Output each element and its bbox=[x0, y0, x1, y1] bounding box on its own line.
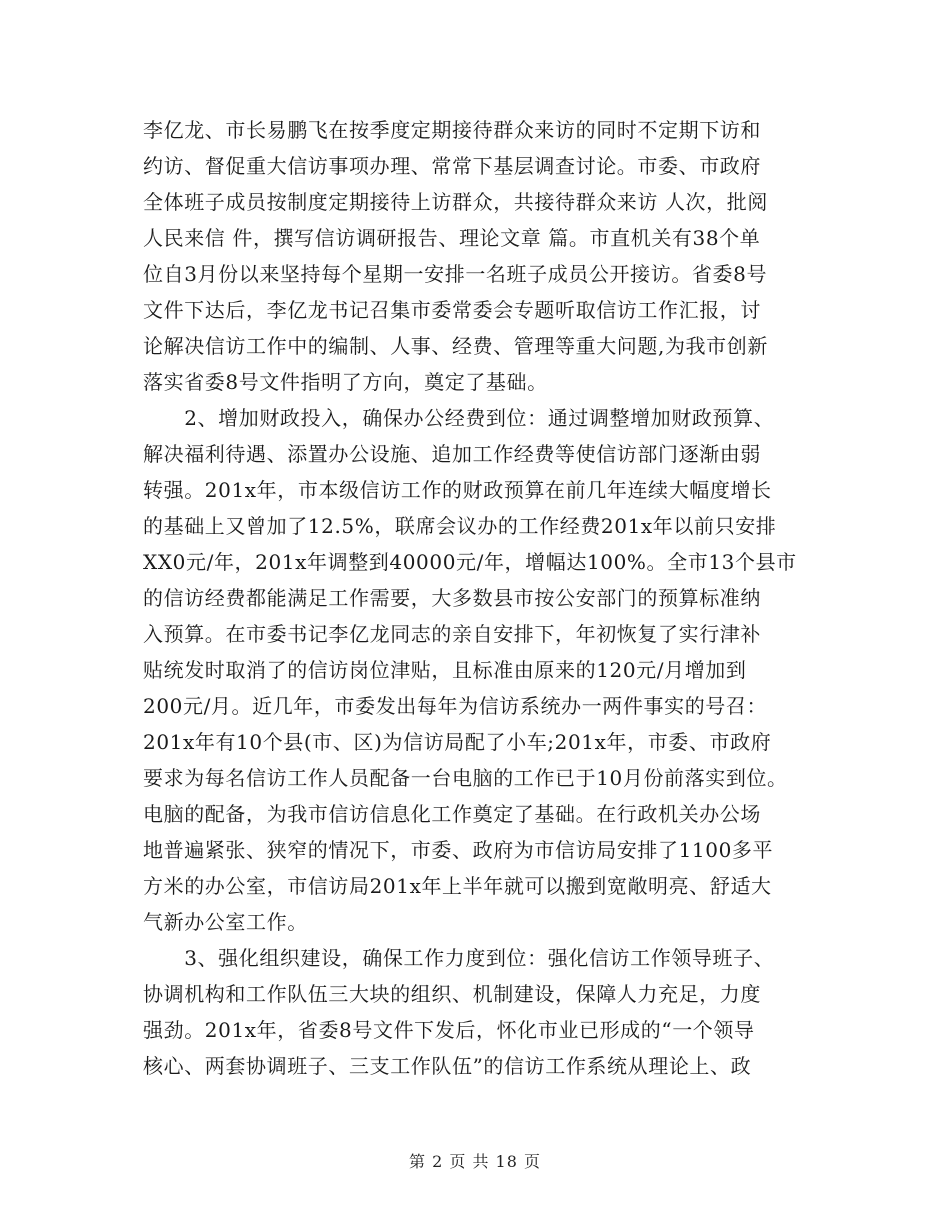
text-line: 的信访经费都能满足工作需要，大多数县市按公安部门的预算标准纳 bbox=[143, 586, 761, 610]
text-line: 解决福利待遇、添置办公设施、追加工作经费等使信访部门逐渐由弱 bbox=[143, 442, 761, 466]
text-line: 李亿龙、市长易鹏飞在按季度定期接待群众来访的同时不定期下访和 bbox=[143, 118, 761, 142]
text-line: 入预算。在市委书记李亿龙同志的亲自安排下，年初恢复了实行津补 bbox=[143, 622, 761, 646]
text-line: 方米的办公室，市信访局201x年上半年就可以搬到宽敞明亮、舒适大 bbox=[143, 874, 772, 898]
text-line: 的基础上又曾加了12.5%，联席会议办的工作经费201x年以前只安排 bbox=[143, 514, 777, 538]
text-line: 核心、两套协调班子、三支工作队伍”的信访工作系统从理论上、政 bbox=[143, 1054, 752, 1078]
text-line: 地普遍紧张、狭窄的情况下，市委、政府为市信访局安排了1100多平 bbox=[143, 838, 774, 862]
text-line: 3、强化组织建设，确保工作力度到位：强化信访工作领导班子、 bbox=[143, 946, 775, 970]
text-line: 全体班子成员按制度定期接待上访群众，共接待群众来访 人次，批阅 bbox=[143, 190, 768, 214]
text-line: 协调机构和工作队伍三大块的组织、机制建设，保障人力充足，力度 bbox=[143, 982, 761, 1006]
text-line: 要求为每名信访工作人员配备一台电脑的工作已于10月份前落实到位。 bbox=[143, 766, 788, 790]
text-line: 气新办公室工作。 bbox=[143, 910, 308, 934]
text-line: 约访、督促重大信访事项办理、常常下基层调查讨论。市委、市政府 bbox=[143, 154, 761, 178]
text-line: 贴统发时取消了的信访岗位津贴，且标准由原来的120元/月增加到 bbox=[143, 658, 747, 682]
text-line: 论解决信访工作中的编制、人事、经费、管理等重大问题,为我市创新 bbox=[143, 334, 768, 358]
page-number: 第 2 页 共 18 页 bbox=[409, 1152, 541, 1171]
text-line: 200元/月。近几年，市委发出每年为信访系统办一两件事实的号召： bbox=[143, 694, 768, 718]
text-line: 2、增加财政投入，确保办公经费到位：通过调整增加财政预算、 bbox=[143, 406, 775, 430]
text-line: 转强。201x年，市本级信访工作的财政预算在前几年连续大幅度增长 bbox=[143, 478, 772, 502]
text-line: 201x年有10个县(市、区)为信访局配了小车;201x年，市委、市政府 bbox=[143, 730, 772, 754]
text-line: 位自3月份以来坚持每个星期一安排一名班子成员公开接访。省委8号 bbox=[143, 262, 768, 286]
text-line: 电脑的配备，为我市信访信息化工作奠定了基础。在行政机关办公场 bbox=[143, 802, 761, 826]
text-line: 文件下达后，李亿龙书记召集市委常委会专题听取信访工作汇报，讨 bbox=[143, 298, 761, 322]
text-line: XX0元/年，201x年调整到40000元/年，增幅达100%。全市13个县市 bbox=[143, 550, 797, 574]
text-line: 强劲。201x年，省委8号文件下发后，怀化市业已形成的“一个领导 bbox=[143, 1018, 755, 1042]
text-line: 落实省委8号文件指明了方向，奠定了基础。 bbox=[143, 370, 548, 394]
text-line: 人民来信 件，撰写信访调研报告、理论文章 篇。市直机关有38个单 bbox=[143, 226, 761, 250]
